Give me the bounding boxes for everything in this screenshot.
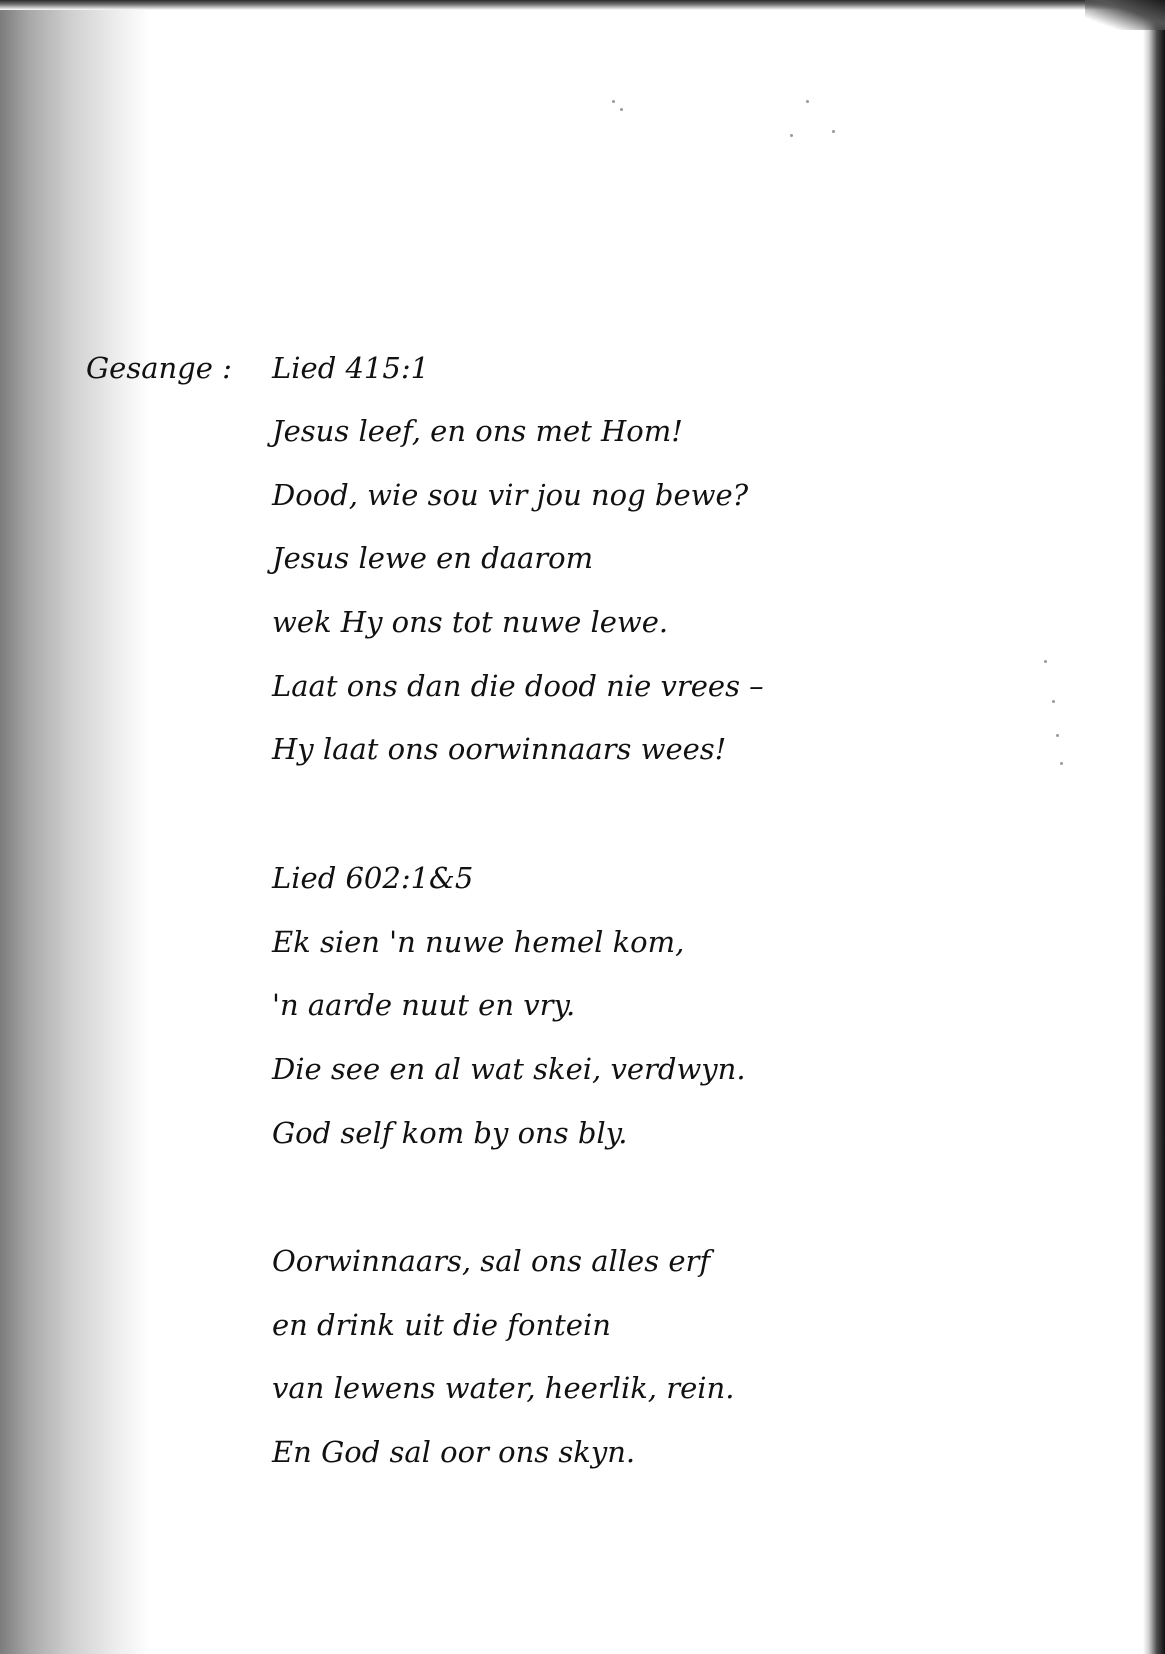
scan-speck: [1052, 700, 1055, 703]
verse-line: 'n aarde nuut en vry.: [272, 988, 576, 1022]
binding-shadow: [0, 0, 150, 1654]
scan-speck: [806, 100, 809, 103]
song-title: Lied 602:1&5: [272, 861, 474, 895]
verse-line: Laat ons dan die dood nie vrees –: [272, 669, 764, 703]
scan-speck: [620, 108, 623, 111]
scan-speck: [1056, 734, 1059, 737]
scan-speck: [612, 100, 615, 103]
scan-speck: [1044, 660, 1047, 663]
verse-line: van lewens water, heerlik, rein.: [272, 1371, 735, 1405]
verse-line: Jesus leef, en ons met Hom!: [272, 414, 683, 448]
verse-line: Ek sien 'n nuwe hemel kom,: [272, 925, 685, 959]
verse-line: En God sal oor ons skyn.: [272, 1435, 636, 1469]
verse-line: Jesus lewe en daarom: [272, 541, 594, 575]
scan-speck: [1060, 762, 1063, 765]
top-edge-shadow: [0, 0, 1165, 10]
verse-line: God self kom by ons bly.: [272, 1116, 628, 1150]
verse-line: Oorwinnaars, sal ons alles erf: [272, 1244, 711, 1278]
verse-line: Hy laat ons oorwinnaars wees!: [272, 732, 727, 766]
verse-line: Dood, wie sou vir jou nog bewe?: [272, 478, 749, 512]
corner-shadow: [1085, 0, 1165, 30]
scan-speck: [790, 134, 793, 137]
song-title: Lied 415:1: [272, 351, 430, 385]
section-label: Gesange :: [86, 351, 232, 385]
right-edge-shadow: [1143, 0, 1165, 1654]
verse-line: wek Hy ons tot nuwe lewe.: [272, 605, 669, 639]
verse-line: en drink uit die fontein: [272, 1308, 611, 1342]
scan-speck: [832, 130, 835, 133]
verse-line: Die see en al wat skei, verdwyn.: [272, 1052, 746, 1086]
